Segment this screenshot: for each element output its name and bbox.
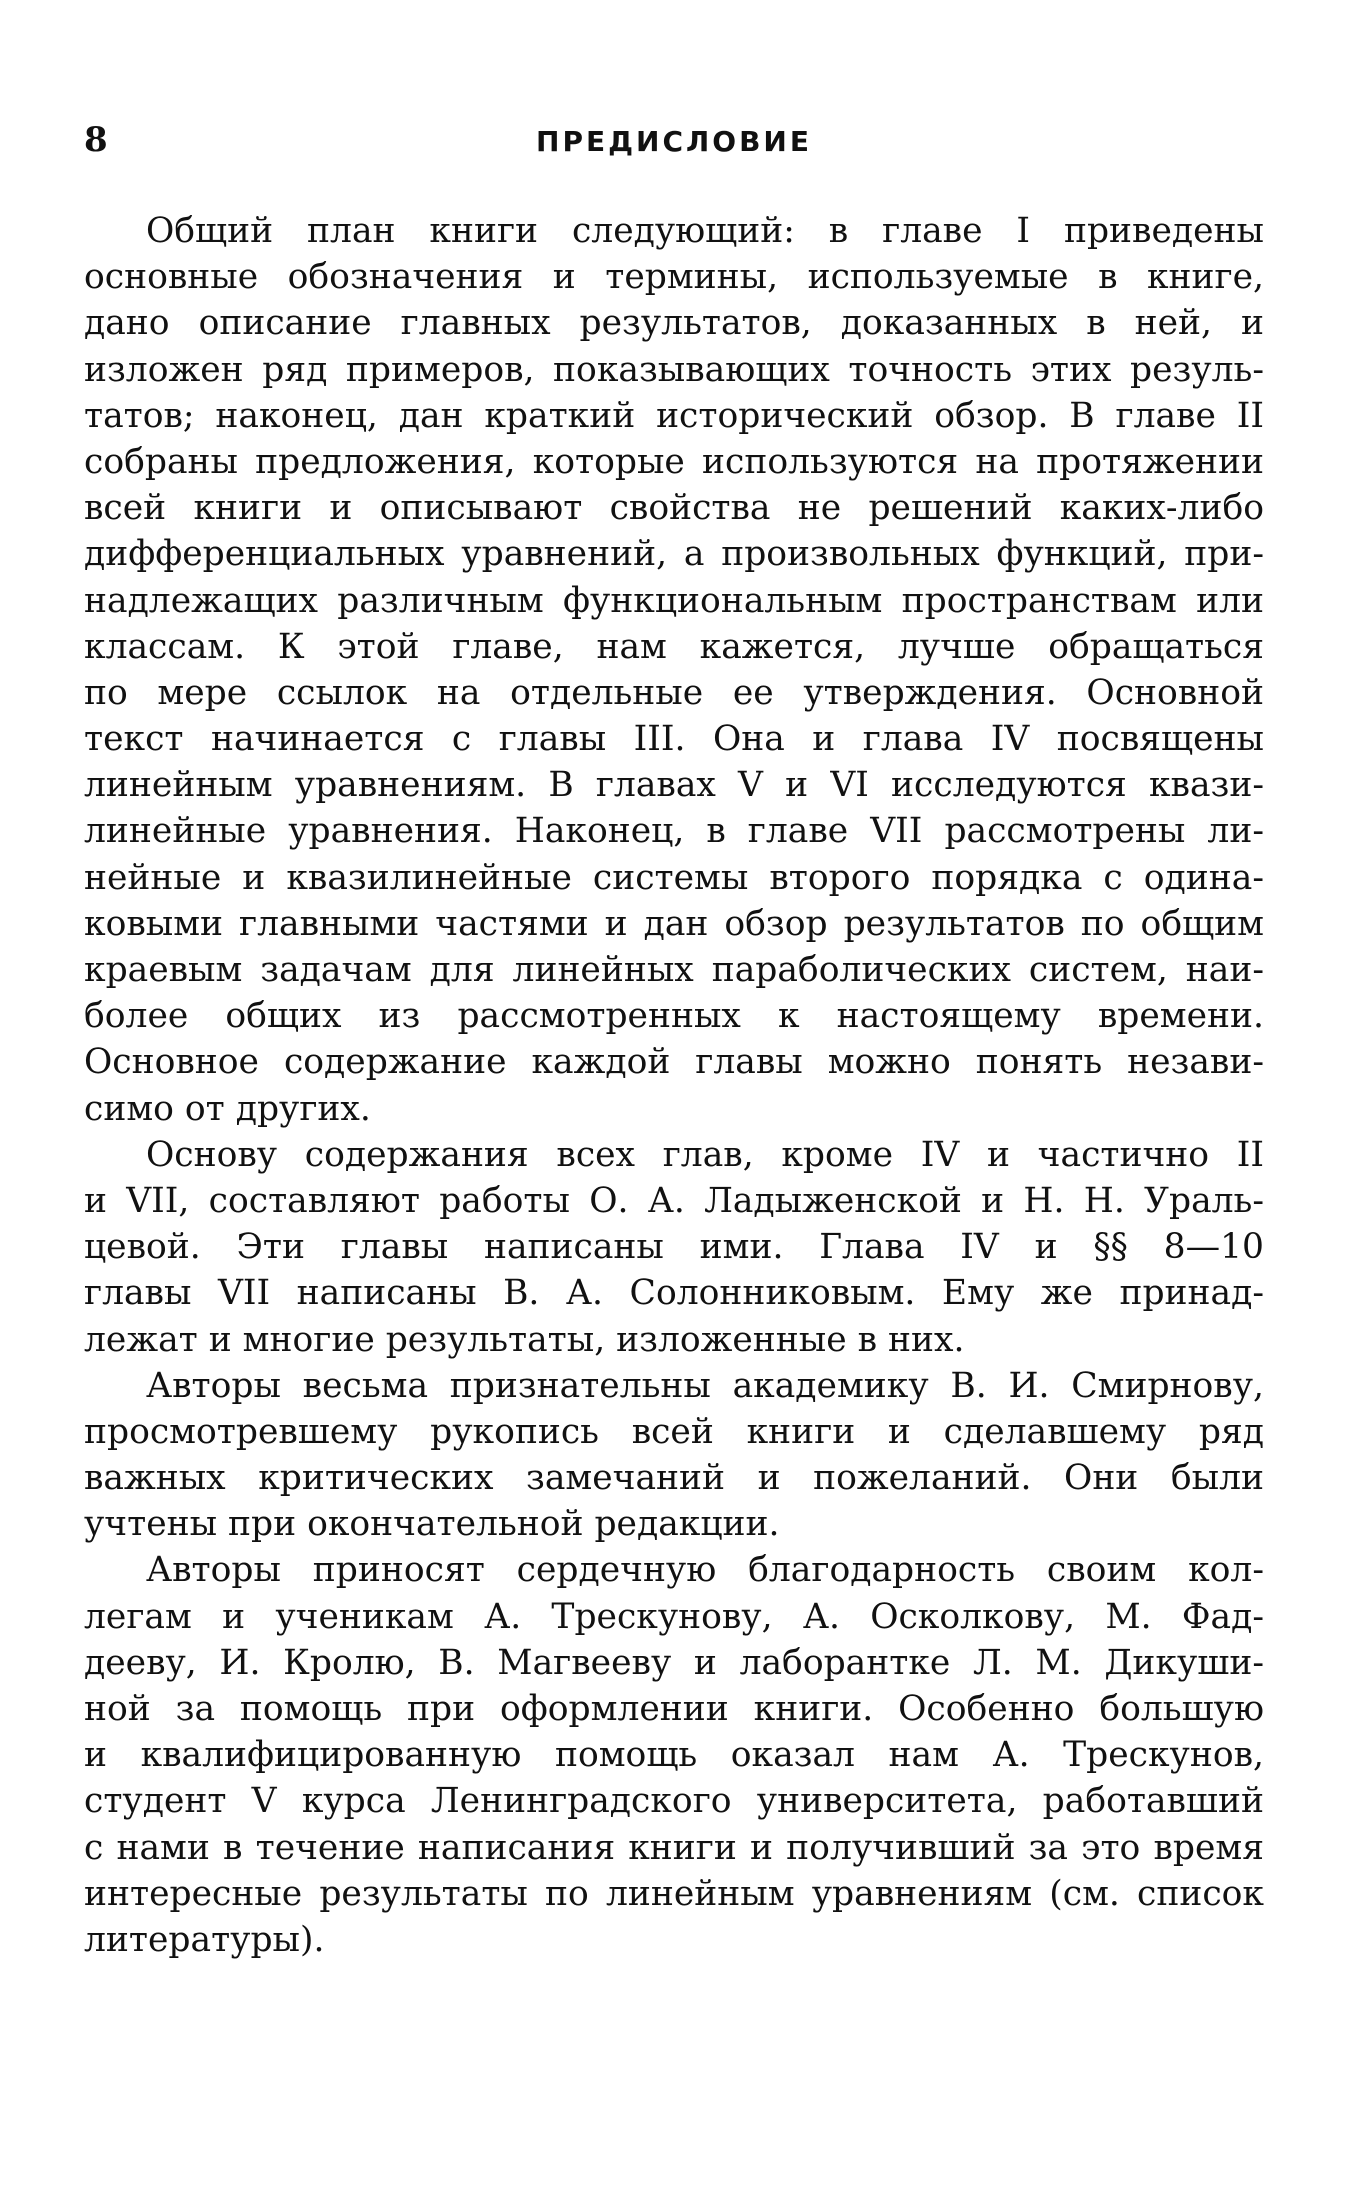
text-line: с нами в течение написания книги и получивший за это время [84, 1827, 1264, 1868]
text-line: цевой. Эти главы написаны ими. Глава IV и §§ 8—10 [84, 1227, 1264, 1268]
book-page [84, 0, 1264, 2198]
text-line: важных критических замечаний и пожеланий. Они были [84, 1458, 1264, 1499]
text-line: дано описание главных результатов, доказанных в ней, и [84, 303, 1264, 344]
text-line: основные обозначения и термины, используемые в книге, [84, 257, 1264, 298]
text-line: нейные и квазилинейные системы второго порядка с одина- [84, 857, 1264, 898]
text-line: симо от других. [84, 1088, 371, 1129]
text-line: надлежащих различным функциональным пространствам или [84, 580, 1264, 621]
text-line: учтены при окончательной редакции. [84, 1504, 780, 1545]
paragraph [84, 1363, 1264, 1548]
text-line: ковыми главными частями и дан обзор результатов по общим [84, 903, 1264, 944]
paragraph [84, 208, 1264, 1132]
text-line: дифференциальных уравнений, а произвольных функций, при- [84, 534, 1264, 575]
running-head: ПРЕДИСЛОВИЕ [536, 125, 812, 158]
text-line: всей книги и описывают свойства не решений каких-либо [84, 488, 1264, 529]
text-line: Авторы весьма признательны академику В. И. Смирнову, [146, 1365, 1264, 1406]
text-line: ной за помощь при оформлении книги. Особенно большую [84, 1689, 1264, 1729]
text-line: краевым задачам для линейных параболических систем, наи- [84, 950, 1264, 990]
page-header [84, 118, 1264, 162]
paragraph [84, 1132, 1264, 1363]
page-number: 8 [84, 120, 108, 160]
text-line: Основное содержание каждой главы можно понять незави- [84, 1042, 1264, 1083]
text-line: текст начинается с главы III. Она и глава IV посвящены [84, 719, 1264, 760]
text-line: классам. К этой главе, нам кажется, лучше обращаться [84, 626, 1264, 667]
text-line: Авторы приносят сердечную благодарность своим кол- [146, 1550, 1264, 1591]
text-line: просмотревшему рукопись всей книги и сделавшему ряд [84, 1411, 1264, 1452]
text-line: лежат и многие результаты, изложенные в них. [84, 1319, 965, 1360]
text-line: и квалифицированную помощь оказал нам А. Трескунов, [84, 1735, 1264, 1776]
text-line: по мере ссылок на отдельные ее утверждения. Основной [84, 672, 1264, 713]
text-line: дееву, И. Кролю, В. Магвееву и лаборантке Л. М. Дикуши- [84, 1642, 1264, 1683]
text-line: студент V курса Ленинградского университета, работавший [84, 1781, 1264, 1822]
text-line: главы VII написаны В. А. Солонниковым. Ему же принад- [84, 1273, 1264, 1314]
text-line: интересные результаты по линейным уравнениям (см. список [84, 1873, 1264, 1914]
text-line: более общих из рассмотренных к настоящему времени. [84, 996, 1264, 1037]
text-line: и VII, составляют работы О. А. Ладыженской и Н. Н. Ураль- [84, 1180, 1264, 1221]
text-line: собраны предложения, которые используются на протяжении [84, 441, 1264, 482]
text-line: изложен ряд примеров, показывающих точность этих резуль- [84, 349, 1264, 390]
text-line: татов; наконец, дан краткий исторический обзор. В главе II [84, 395, 1264, 436]
body-text [84, 208, 1264, 1963]
text-line: линейным уравнениям. В главах V и VI исследуются квази- [84, 765, 1264, 806]
text-line: Общий план книги следующий: в главе I приведены [146, 211, 1264, 251]
text-line: легам и ученикам А. Трескунову, А. Осколкову, М. Фад- [84, 1596, 1264, 1637]
text-line: литературы). [84, 1919, 325, 1960]
text-line: линейные уравнения. Наконец, в главе VII рассмотрены ли- [84, 811, 1264, 852]
text-line: Основу содержания всех глав, кроме IV и частично II [146, 1134, 1264, 1175]
paragraph [84, 1547, 1264, 1963]
